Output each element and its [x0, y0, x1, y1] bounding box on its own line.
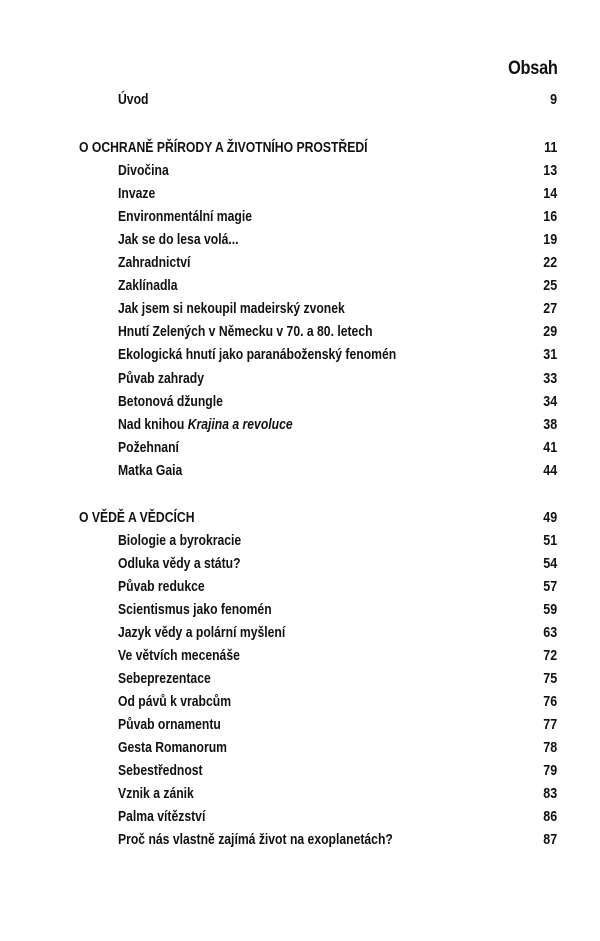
toc-entry[interactable] — [0, 209, 600, 231]
entry-page-number: 59 — [543, 602, 557, 618]
entry-page-number: 77 — [543, 717, 557, 733]
toc-entry[interactable] — [0, 533, 600, 555]
entry-title: Divočina — [118, 163, 169, 179]
entry-title: Scientismus jako fenomén — [118, 602, 272, 618]
toc-entry[interactable] — [0, 694, 600, 716]
entry-title: Matka Gaia — [118, 463, 183, 479]
entry-page-number: 78 — [543, 740, 557, 756]
toc-entry[interactable] — [0, 809, 600, 831]
entry-title: Jak jsem si nekoupil madeirský zvonek — [118, 301, 345, 317]
entry-page-number: 87 — [543, 832, 557, 848]
entry-title: Od pávů k vrabcům — [118, 694, 232, 710]
entry-page-number: 57 — [543, 579, 557, 595]
entry-page-number: 63 — [543, 625, 557, 641]
entry-page-number: 19 — [543, 232, 557, 248]
entry-title: Půvab redukce — [118, 579, 205, 595]
entry-title: Půvab ornamentu — [118, 717, 221, 733]
entry-title: Betonová džungle — [118, 394, 223, 410]
entry-title: Sebeprezentace — [118, 671, 211, 687]
entry-title: Odluka vědy a státu? — [118, 556, 241, 572]
toc-entry[interactable] — [0, 324, 600, 346]
toc-entry[interactable] — [0, 671, 600, 693]
toc-entry[interactable] — [0, 579, 600, 601]
section-title: O VĚDĚ A VĚDCÍCH — [79, 510, 195, 526]
toc-entry[interactable] — [0, 255, 600, 277]
entry-title: Požehnaní — [118, 440, 179, 456]
toc-entry[interactable] — [0, 832, 600, 854]
entry-title-italic: Krajina a revoluce — [187, 417, 293, 433]
entry-title: Hnutí Zelených v Německu v 70. a 80. letech — [118, 324, 373, 340]
entry-page-number: 75 — [543, 671, 557, 687]
entry-title: Vznik a zánik — [118, 786, 194, 802]
entry-page-number: 38 — [543, 417, 557, 433]
section-title: O OCHRANĚ PŘÍRODY A ŽIVOTNÍHO PROSTŘEDÍ — [79, 140, 368, 156]
toc-entry[interactable] — [0, 440, 600, 462]
entry-title: Biologie a byrokracie — [118, 533, 242, 549]
entry-title-prefix: Nad knihou — [118, 417, 188, 433]
toc-entry[interactable] — [0, 786, 600, 808]
entry-page-number: 9 — [550, 92, 557, 108]
toc-entry-intro[interactable] — [0, 92, 600, 114]
entry-page-number: 41 — [543, 440, 557, 456]
entry-title: Palma vítězství — [118, 809, 206, 825]
entry-page-number: 83 — [543, 786, 557, 802]
entry-title: Ve větvích mecenáše — [118, 648, 240, 664]
toc-entry[interactable] — [0, 371, 600, 393]
toc-entry[interactable] — [0, 186, 600, 208]
toc-entry[interactable] — [0, 648, 600, 670]
page-heading: Obsah — [508, 58, 558, 79]
toc-entry[interactable] — [0, 740, 600, 762]
toc-entry[interactable] — [0, 278, 600, 300]
toc-entry[interactable] — [0, 556, 600, 578]
entry-page-number: 13 — [543, 163, 557, 179]
entry-page-number: 79 — [543, 763, 557, 779]
toc-entry[interactable] — [0, 301, 600, 323]
entry-page-number: 44 — [543, 463, 557, 479]
entry-page-number: 16 — [543, 209, 557, 225]
entry-title: Zaklínadla — [118, 278, 178, 294]
entry-page-number: 29 — [543, 324, 557, 340]
entry-page-number: 22 — [543, 255, 557, 271]
entry-page-number: 54 — [543, 556, 557, 572]
section-heading-science[interactable] — [0, 510, 600, 532]
toc-entry[interactable] — [0, 625, 600, 647]
entry-title: Úvod — [118, 92, 149, 108]
toc-entry[interactable] — [0, 417, 600, 439]
section-heading-nature[interactable] — [0, 140, 600, 162]
entry-page-number: 33 — [543, 371, 557, 387]
entry-title — [118, 417, 293, 433]
entry-title: Environmentální magie — [118, 209, 253, 225]
entry-title: Půvab zahrady — [118, 371, 204, 387]
entry-title: Jak se do lesa volá... — [118, 232, 239, 248]
toc-entry[interactable] — [0, 347, 600, 369]
entry-page-number: 34 — [543, 394, 557, 410]
entry-page-number: 14 — [543, 186, 557, 202]
toc-entry[interactable] — [0, 717, 600, 739]
entry-title: Zahradnictví — [118, 255, 191, 271]
entry-title: Gesta Romanorum — [118, 740, 227, 756]
entry-title: Sebestřednost — [118, 763, 203, 779]
entry-title: Proč nás vlastně zajímá život na exoplanetách? — [118, 832, 393, 848]
entry-page-number: 25 — [543, 278, 557, 294]
toc-entry[interactable] — [0, 163, 600, 185]
toc-entry[interactable] — [0, 602, 600, 624]
toc-entry[interactable] — [0, 763, 600, 785]
entry-page-number: 72 — [543, 648, 557, 664]
entry-page-number: 76 — [543, 694, 557, 710]
entry-page-number: 27 — [543, 301, 557, 317]
entry-page-number: 86 — [543, 809, 557, 825]
toc-entry[interactable] — [0, 463, 600, 485]
entry-page-number: 51 — [543, 533, 557, 549]
toc-entry[interactable] — [0, 394, 600, 416]
entry-page-number: 31 — [543, 347, 557, 363]
section-page-number: 49 — [543, 510, 557, 526]
entry-title: Jazyk vědy a polární myšlení — [118, 625, 286, 641]
section-page-number: 11 — [543, 140, 557, 156]
toc-entry[interactable] — [0, 232, 600, 254]
entry-title: Ekologická hnutí jako paranáboženský fenomén — [118, 347, 397, 363]
entry-title: Invaze — [118, 186, 156, 202]
